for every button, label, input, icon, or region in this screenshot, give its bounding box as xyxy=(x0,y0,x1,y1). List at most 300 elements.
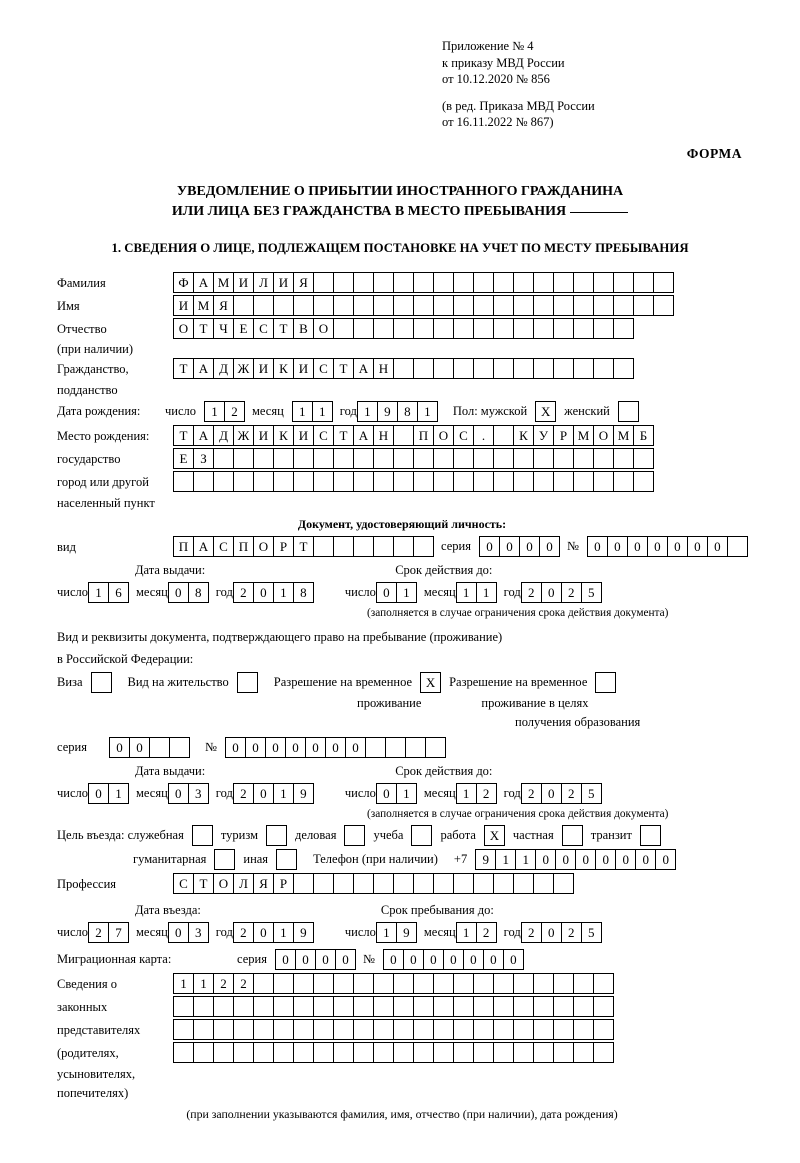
char-cell[interactable] xyxy=(413,1042,434,1063)
char-cell[interactable] xyxy=(433,996,454,1017)
char-cell[interactable] xyxy=(233,448,254,469)
char-cell[interactable] xyxy=(353,1019,374,1040)
char-cell[interactable] xyxy=(453,471,474,492)
char-cell[interactable] xyxy=(173,471,194,492)
char-cell[interactable] xyxy=(453,358,474,379)
char-cell[interactable] xyxy=(313,448,334,469)
char-cell[interactable]: 0 xyxy=(575,849,596,870)
char-cell[interactable]: Т xyxy=(173,425,194,446)
char-cell[interactable] xyxy=(353,448,374,469)
char-cell[interactable] xyxy=(413,973,434,994)
char-cell[interactable]: 0 xyxy=(253,582,274,603)
char-cell[interactable]: У xyxy=(533,425,554,446)
iddoc-valid-month-input[interactable] xyxy=(456,582,496,603)
char-cell[interactable] xyxy=(533,873,554,894)
char-cell[interactable] xyxy=(613,272,634,293)
char-cell[interactable] xyxy=(313,873,334,894)
char-cell[interactable]: 1 xyxy=(376,922,397,943)
char-cell[interactable]: К xyxy=(273,425,294,446)
char-cell[interactable]: 0 xyxy=(376,582,397,603)
char-cell[interactable] xyxy=(393,425,414,446)
char-cell[interactable]: О xyxy=(313,318,334,339)
char-cell[interactable] xyxy=(213,1042,234,1063)
stay-month-input[interactable] xyxy=(456,922,496,943)
char-cell[interactable]: 0 xyxy=(383,949,404,970)
char-cell[interactable] xyxy=(353,471,374,492)
char-cell[interactable] xyxy=(493,358,514,379)
char-cell[interactable] xyxy=(513,318,534,339)
char-cell[interactable] xyxy=(533,272,554,293)
char-cell[interactable]: А xyxy=(193,358,214,379)
char-cell[interactable]: 3 xyxy=(188,922,209,943)
char-cell[interactable] xyxy=(493,318,514,339)
char-cell[interactable]: 1 xyxy=(273,582,294,603)
char-cell[interactable] xyxy=(433,448,454,469)
char-cell[interactable]: 1 xyxy=(417,401,438,422)
char-cell[interactable] xyxy=(273,1019,294,1040)
char-cell[interactable]: П xyxy=(173,536,194,557)
char-cell[interactable]: М xyxy=(613,425,634,446)
char-cell[interactable]: 1 xyxy=(108,783,129,804)
char-cell[interactable]: 0 xyxy=(595,849,616,870)
permit-valid-month-input[interactable] xyxy=(456,783,496,804)
char-cell[interactable] xyxy=(373,318,394,339)
char-cell[interactable]: Р xyxy=(553,425,574,446)
char-cell[interactable]: 0 xyxy=(335,949,356,970)
char-cell[interactable]: 0 xyxy=(655,849,676,870)
char-cell[interactable]: А xyxy=(193,272,214,293)
char-cell[interactable]: 0 xyxy=(707,536,728,557)
char-cell[interactable]: 6 xyxy=(108,582,129,603)
char-cell[interactable]: 2 xyxy=(233,783,254,804)
profession-input[interactable] xyxy=(173,873,573,894)
purpose-study-checkbox[interactable] xyxy=(411,825,432,846)
char-cell[interactable]: С xyxy=(213,536,234,557)
permit-issue-day-input[interactable] xyxy=(88,783,128,804)
char-cell[interactable] xyxy=(513,1042,534,1063)
char-cell[interactable] xyxy=(533,295,554,316)
char-cell[interactable] xyxy=(553,1019,574,1040)
char-cell[interactable]: 0 xyxy=(443,949,464,970)
char-cell[interactable] xyxy=(273,1042,294,1063)
birthplace-line1-input[interactable] xyxy=(173,425,653,446)
char-cell[interactable] xyxy=(533,1019,554,1040)
char-cell[interactable]: 3 xyxy=(188,783,209,804)
iddoc-valid-year-input[interactable] xyxy=(521,582,601,603)
char-cell[interactable]: 0 xyxy=(587,536,608,557)
char-cell[interactable] xyxy=(233,1019,254,1040)
char-cell[interactable] xyxy=(253,295,274,316)
iddoc-kind-input[interactable] xyxy=(173,536,433,557)
char-cell[interactable]: 9 xyxy=(377,401,398,422)
char-cell[interactable]: 2 xyxy=(476,922,497,943)
permit-series-input[interactable] xyxy=(109,737,189,758)
char-cell[interactable] xyxy=(493,471,514,492)
char-cell[interactable] xyxy=(573,272,594,293)
char-cell[interactable]: Л xyxy=(233,873,254,894)
char-cell[interactable] xyxy=(333,973,354,994)
char-cell[interactable] xyxy=(473,996,494,1017)
char-cell[interactable] xyxy=(393,996,414,1017)
char-cell[interactable]: 0 xyxy=(245,737,266,758)
char-cell[interactable] xyxy=(453,1019,474,1040)
char-cell[interactable] xyxy=(493,295,514,316)
char-cell[interactable] xyxy=(493,448,514,469)
char-cell[interactable]: 1 xyxy=(456,783,477,804)
char-cell[interactable] xyxy=(253,1019,274,1040)
char-cell[interactable] xyxy=(373,1042,394,1063)
char-cell[interactable] xyxy=(473,973,494,994)
char-cell[interactable] xyxy=(433,318,454,339)
char-cell[interactable] xyxy=(353,318,374,339)
char-cell[interactable] xyxy=(353,1042,374,1063)
char-cell[interactable] xyxy=(653,295,674,316)
char-cell[interactable]: С xyxy=(253,318,274,339)
char-cell[interactable] xyxy=(373,448,394,469)
char-cell[interactable] xyxy=(413,1019,434,1040)
char-cell[interactable] xyxy=(533,471,554,492)
char-cell[interactable]: 1 xyxy=(173,973,194,994)
char-cell[interactable] xyxy=(453,1042,474,1063)
char-cell[interactable] xyxy=(473,295,494,316)
char-cell[interactable] xyxy=(593,1019,614,1040)
legal-rep-line3-input[interactable] xyxy=(173,1019,613,1040)
char-cell[interactable] xyxy=(553,873,574,894)
char-cell[interactable] xyxy=(405,737,426,758)
char-cell[interactable]: Ф xyxy=(173,272,194,293)
char-cell[interactable] xyxy=(493,873,514,894)
char-cell[interactable] xyxy=(273,295,294,316)
char-cell[interactable]: Н xyxy=(373,425,394,446)
char-cell[interactable] xyxy=(593,272,614,293)
char-cell[interactable]: Р xyxy=(273,536,294,557)
char-cell[interactable]: 0 xyxy=(647,536,668,557)
char-cell[interactable] xyxy=(385,737,406,758)
char-cell[interactable] xyxy=(333,873,354,894)
stay-day-input[interactable] xyxy=(376,922,416,943)
char-cell[interactable]: 9 xyxy=(396,922,417,943)
char-cell[interactable] xyxy=(365,737,386,758)
char-cell[interactable]: Б xyxy=(633,425,654,446)
char-cell[interactable]: 1 xyxy=(88,582,109,603)
char-cell[interactable] xyxy=(373,295,394,316)
char-cell[interactable] xyxy=(293,295,314,316)
char-cell[interactable] xyxy=(173,1042,194,1063)
char-cell[interactable]: 0 xyxy=(463,949,484,970)
char-cell[interactable] xyxy=(313,536,334,557)
char-cell[interactable] xyxy=(293,471,314,492)
char-cell[interactable]: О xyxy=(593,425,614,446)
char-cell[interactable] xyxy=(233,1042,254,1063)
char-cell[interactable]: К xyxy=(513,425,534,446)
char-cell[interactable] xyxy=(353,996,374,1017)
char-cell[interactable]: С xyxy=(313,358,334,379)
char-cell[interactable]: 0 xyxy=(225,737,246,758)
char-cell[interactable]: П xyxy=(233,536,254,557)
char-cell[interactable]: Л xyxy=(253,272,274,293)
char-cell[interactable] xyxy=(553,471,574,492)
char-cell[interactable] xyxy=(533,1042,554,1063)
char-cell[interactable] xyxy=(393,873,414,894)
char-cell[interactable] xyxy=(433,272,454,293)
char-cell[interactable]: З xyxy=(193,448,214,469)
char-cell[interactable]: 0 xyxy=(541,783,562,804)
migration-number-input[interactable] xyxy=(383,949,523,970)
char-cell[interactable]: 0 xyxy=(607,536,628,557)
char-cell[interactable] xyxy=(213,996,234,1017)
char-cell[interactable]: К xyxy=(273,358,294,379)
legal-rep-line4-input[interactable] xyxy=(173,1042,613,1063)
char-cell[interactable]: И xyxy=(173,295,194,316)
legal-rep-line1-input[interactable] xyxy=(173,973,613,994)
char-cell[interactable]: 0 xyxy=(423,949,444,970)
name-input[interactable] xyxy=(173,295,673,316)
char-cell[interactable]: Н xyxy=(373,358,394,379)
char-cell[interactable]: 0 xyxy=(483,949,504,970)
temp-residence-checkbox[interactable]: X xyxy=(420,672,441,693)
purpose-transit-checkbox[interactable] xyxy=(640,825,661,846)
char-cell[interactable]: 8 xyxy=(293,582,314,603)
char-cell[interactable]: 0 xyxy=(403,949,424,970)
patronymic-input[interactable] xyxy=(173,318,633,339)
char-cell[interactable] xyxy=(593,973,614,994)
birth-day-input[interactable] xyxy=(204,401,244,422)
char-cell[interactable] xyxy=(213,448,234,469)
char-cell[interactable] xyxy=(613,295,634,316)
permit-valid-year-input[interactable] xyxy=(521,783,601,804)
purpose-tourism-checkbox[interactable] xyxy=(266,825,287,846)
char-cell[interactable] xyxy=(573,1019,594,1040)
char-cell[interactable] xyxy=(313,1042,334,1063)
char-cell[interactable] xyxy=(473,272,494,293)
char-cell[interactable]: С xyxy=(173,873,194,894)
char-cell[interactable] xyxy=(373,272,394,293)
char-cell[interactable] xyxy=(333,448,354,469)
char-cell[interactable] xyxy=(593,295,614,316)
char-cell[interactable] xyxy=(313,295,334,316)
entry-year-input[interactable] xyxy=(233,922,313,943)
char-cell[interactable]: 1 xyxy=(396,783,417,804)
char-cell[interactable] xyxy=(313,471,334,492)
char-cell[interactable] xyxy=(293,973,314,994)
char-cell[interactable] xyxy=(433,295,454,316)
char-cell[interactable]: М xyxy=(213,272,234,293)
permit-issue-month-input[interactable] xyxy=(168,783,208,804)
char-cell[interactable]: 0 xyxy=(345,737,366,758)
char-cell[interactable] xyxy=(393,272,414,293)
char-cell[interactable] xyxy=(613,471,634,492)
char-cell[interactable] xyxy=(593,996,614,1017)
char-cell[interactable] xyxy=(393,1042,414,1063)
char-cell[interactable] xyxy=(373,471,394,492)
char-cell[interactable]: Д xyxy=(213,425,234,446)
char-cell[interactable]: 1 xyxy=(456,922,477,943)
char-cell[interactable]: . xyxy=(473,425,494,446)
char-cell[interactable] xyxy=(473,873,494,894)
char-cell[interactable] xyxy=(613,318,634,339)
char-cell[interactable] xyxy=(453,996,474,1017)
char-cell[interactable] xyxy=(433,358,454,379)
char-cell[interactable] xyxy=(353,536,374,557)
char-cell[interactable] xyxy=(333,536,354,557)
char-cell[interactable]: 0 xyxy=(687,536,708,557)
char-cell[interactable] xyxy=(213,471,234,492)
char-cell[interactable] xyxy=(453,318,474,339)
edu-residence-checkbox[interactable] xyxy=(595,672,616,693)
phone-input[interactable] xyxy=(475,849,675,870)
char-cell[interactable]: 0 xyxy=(503,949,524,970)
char-cell[interactable]: Р xyxy=(273,873,294,894)
char-cell[interactable]: 1 xyxy=(357,401,378,422)
char-cell[interactable] xyxy=(513,1019,534,1040)
char-cell[interactable]: 1 xyxy=(273,783,294,804)
char-cell[interactable]: Т xyxy=(193,318,214,339)
char-cell[interactable]: 0 xyxy=(129,737,150,758)
char-cell[interactable]: 0 xyxy=(479,536,500,557)
char-cell[interactable] xyxy=(433,1019,454,1040)
char-cell[interactable] xyxy=(593,471,614,492)
char-cell[interactable] xyxy=(293,996,314,1017)
char-cell[interactable] xyxy=(613,358,634,379)
char-cell[interactable]: 0 xyxy=(499,536,520,557)
char-cell[interactable] xyxy=(393,536,414,557)
char-cell[interactable]: Т xyxy=(273,318,294,339)
char-cell[interactable]: 0 xyxy=(325,737,346,758)
char-cell[interactable] xyxy=(473,471,494,492)
char-cell[interactable] xyxy=(573,318,594,339)
char-cell[interactable] xyxy=(433,1042,454,1063)
birthplace-line3-input[interactable] xyxy=(173,471,653,492)
char-cell[interactable]: И xyxy=(293,425,314,446)
char-cell[interactable] xyxy=(553,996,574,1017)
char-cell[interactable] xyxy=(169,737,190,758)
purpose-service-checkbox[interactable] xyxy=(192,825,213,846)
char-cell[interactable] xyxy=(453,873,474,894)
char-cell[interactable]: С xyxy=(313,425,334,446)
char-cell[interactable] xyxy=(513,996,534,1017)
birth-year-input[interactable] xyxy=(357,401,437,422)
char-cell[interactable] xyxy=(333,1042,354,1063)
char-cell[interactable]: 1 xyxy=(476,582,497,603)
char-cell[interactable] xyxy=(413,536,434,557)
char-cell[interactable]: 0 xyxy=(253,922,274,943)
char-cell[interactable] xyxy=(313,973,334,994)
char-cell[interactable]: И xyxy=(253,425,274,446)
char-cell[interactable] xyxy=(633,471,654,492)
char-cell[interactable] xyxy=(473,1019,494,1040)
char-cell[interactable] xyxy=(553,973,574,994)
char-cell[interactable]: 0 xyxy=(253,783,274,804)
char-cell[interactable] xyxy=(353,295,374,316)
char-cell[interactable] xyxy=(633,295,654,316)
char-cell[interactable] xyxy=(273,471,294,492)
char-cell[interactable] xyxy=(593,448,614,469)
char-cell[interactable]: Я xyxy=(253,873,274,894)
char-cell[interactable] xyxy=(413,448,434,469)
char-cell[interactable] xyxy=(293,448,314,469)
char-cell[interactable]: 2 xyxy=(476,783,497,804)
char-cell[interactable] xyxy=(573,973,594,994)
char-cell[interactable] xyxy=(553,295,574,316)
char-cell[interactable]: 2 xyxy=(213,973,234,994)
char-cell[interactable]: Ч xyxy=(213,318,234,339)
purpose-business-checkbox[interactable] xyxy=(344,825,365,846)
char-cell[interactable]: 2 xyxy=(233,582,254,603)
char-cell[interactable] xyxy=(513,295,534,316)
entry-month-input[interactable] xyxy=(168,922,208,943)
char-cell[interactable]: 0 xyxy=(305,737,326,758)
char-cell[interactable] xyxy=(313,1019,334,1040)
char-cell[interactable] xyxy=(573,295,594,316)
char-cell[interactable]: С xyxy=(453,425,474,446)
char-cell[interactable]: 0 xyxy=(535,849,556,870)
char-cell[interactable]: 2 xyxy=(233,973,254,994)
char-cell[interactable] xyxy=(633,272,654,293)
char-cell[interactable]: 0 xyxy=(667,536,688,557)
char-cell[interactable]: 2 xyxy=(561,582,582,603)
char-cell[interactable]: 0 xyxy=(541,582,562,603)
permit-issue-year-input[interactable] xyxy=(233,783,313,804)
char-cell[interactable]: 1 xyxy=(204,401,225,422)
char-cell[interactable] xyxy=(493,272,514,293)
char-cell[interactable] xyxy=(293,873,314,894)
char-cell[interactable]: 0 xyxy=(615,849,636,870)
char-cell[interactable] xyxy=(593,358,614,379)
char-cell[interactable] xyxy=(233,996,254,1017)
char-cell[interactable] xyxy=(233,295,254,316)
purpose-other-checkbox[interactable] xyxy=(276,849,297,870)
char-cell[interactable] xyxy=(573,471,594,492)
char-cell[interactable]: 0 xyxy=(376,783,397,804)
char-cell[interactable] xyxy=(593,1042,614,1063)
char-cell[interactable] xyxy=(393,318,414,339)
char-cell[interactable]: 2 xyxy=(521,582,542,603)
char-cell[interactable] xyxy=(273,973,294,994)
char-cell[interactable]: Т xyxy=(333,358,354,379)
char-cell[interactable]: 0 xyxy=(265,737,286,758)
char-cell[interactable] xyxy=(233,471,254,492)
char-cell[interactable]: 1 xyxy=(456,582,477,603)
char-cell[interactable] xyxy=(473,448,494,469)
char-cell[interactable]: 0 xyxy=(109,737,130,758)
char-cell[interactable]: 0 xyxy=(168,922,189,943)
char-cell[interactable] xyxy=(213,1019,234,1040)
char-cell[interactable] xyxy=(513,873,534,894)
char-cell[interactable]: 0 xyxy=(315,949,336,970)
char-cell[interactable] xyxy=(253,996,274,1017)
char-cell[interactable] xyxy=(493,973,514,994)
char-cell[interactable] xyxy=(193,471,214,492)
char-cell[interactable]: А xyxy=(193,425,214,446)
char-cell[interactable] xyxy=(273,448,294,469)
char-cell[interactable] xyxy=(433,973,454,994)
char-cell[interactable] xyxy=(533,318,554,339)
char-cell[interactable] xyxy=(553,448,574,469)
char-cell[interactable]: 0 xyxy=(285,737,306,758)
char-cell[interactable]: 5 xyxy=(581,582,602,603)
char-cell[interactable]: 2 xyxy=(561,922,582,943)
char-cell[interactable]: Т xyxy=(293,536,314,557)
char-cell[interactable] xyxy=(253,471,274,492)
char-cell[interactable]: 2 xyxy=(521,922,542,943)
char-cell[interactable]: М xyxy=(193,295,214,316)
char-cell[interactable] xyxy=(613,448,634,469)
char-cell[interactable] xyxy=(513,448,534,469)
char-cell[interactable]: 0 xyxy=(635,849,656,870)
char-cell[interactable] xyxy=(393,973,414,994)
char-cell[interactable] xyxy=(493,425,514,446)
char-cell[interactable] xyxy=(533,973,554,994)
